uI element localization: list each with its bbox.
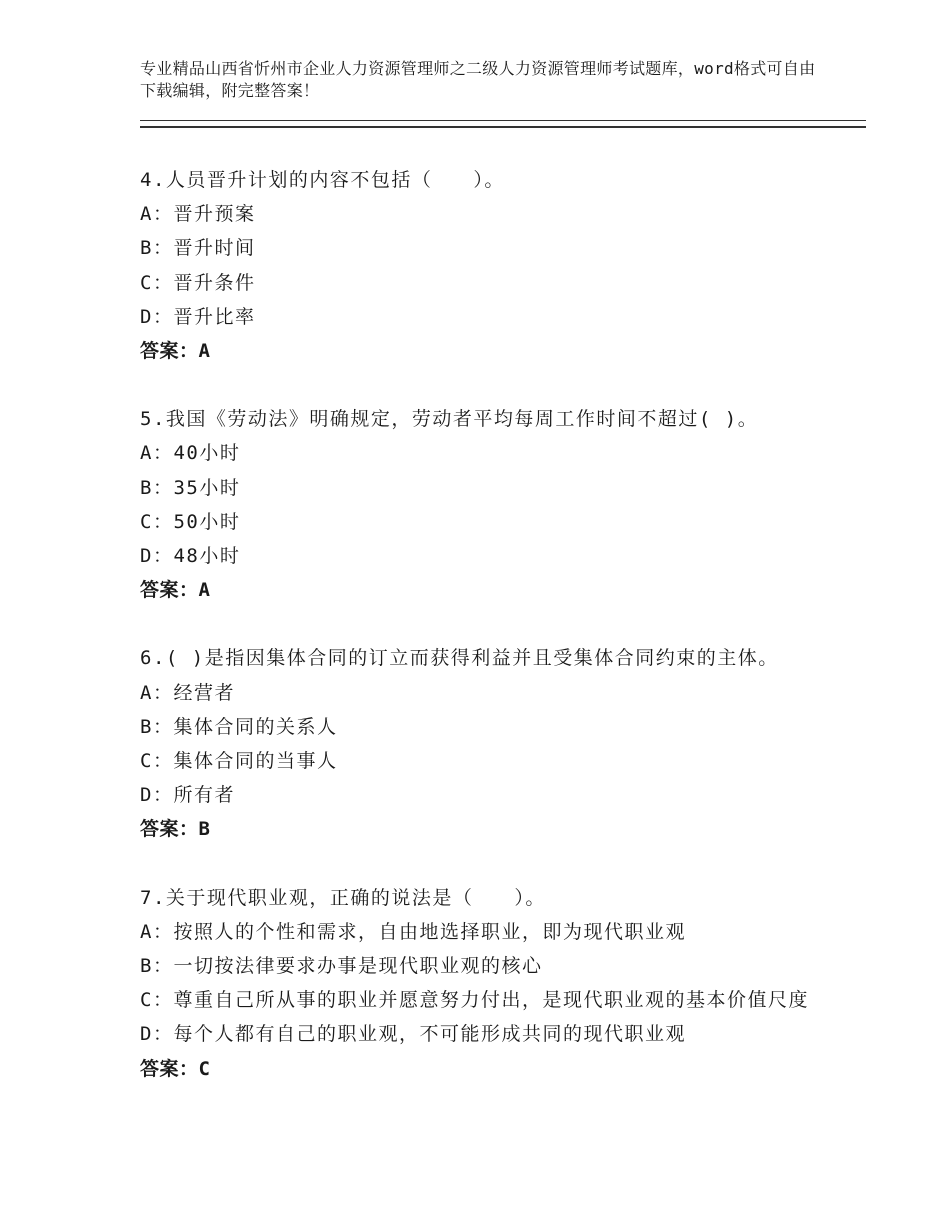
question-7 [140,881,840,1086]
option-d: D：晋升比率 [140,305,256,328]
option-b: B：晋升时间 [140,237,256,260]
option-d: D：每个人都有自己的职业观，不可能形成共同的现代职业观 [140,1023,686,1046]
option-c: C：晋升条件 [140,271,256,294]
answer-label: 答案： [140,1057,199,1080]
option-c: C：集体合同的当事人 [140,750,338,773]
option-b: B：一切按法律要求办事是现代职业观的核心 [140,955,543,978]
question-5 [140,402,840,607]
answer-label: 答案： [140,340,199,363]
answer-line [140,334,840,368]
question-6 [140,641,840,846]
answer-label: 答案： [140,579,199,602]
option-a: A：经营者 [140,681,235,704]
option-a: A：40小时 [140,442,241,465]
answer-value: C [198,1057,211,1080]
header-divider [140,120,866,128]
question-list [140,163,840,1120]
answer-value: B [198,818,211,841]
option-c: C：尊重自己所从事的职业并愿意努力付出，是现代职业观的基本价值尺度 [140,989,809,1012]
option-d: D：所有者 [140,784,235,807]
question-4 [140,163,840,368]
option-d: D：48小时 [140,545,241,568]
answer-line [140,573,840,607]
option-c: C：50小时 [140,510,241,533]
answer-line [140,812,840,846]
answer-value: A [198,340,211,363]
answer-value: A [198,579,211,602]
option-a: A：按照人的个性和需求，自由地选择职业，即为现代职业观 [140,920,686,943]
document-title: 专业精品山西省忻州市企业人力资源管理师之二级人力资源管理师考试题库，word格式可自由下载编辑，附完整答案！ [140,59,816,100]
answer-line [140,1052,840,1086]
option-a: A：晋升预案 [140,203,256,226]
question-stem: 7.关于现代职业观，正确的说法是（ ）。 [140,886,546,909]
option-b: B：35小时 [140,476,241,499]
option-b: B：集体合同的关系人 [140,715,338,738]
document-header [140,58,830,102]
question-stem: 6.( )是指因集体合同的订立而获得利益并且受集体合同约束的主体。 [140,647,779,670]
question-stem: 4.人员晋升计划的内容不包括（ ）。 [140,169,505,191]
answer-label: 答案： [140,818,199,841]
question-stem: 5.我国《劳动法》明确规定，劳动者平均每周工作时间不超过( )。 [140,408,759,431]
